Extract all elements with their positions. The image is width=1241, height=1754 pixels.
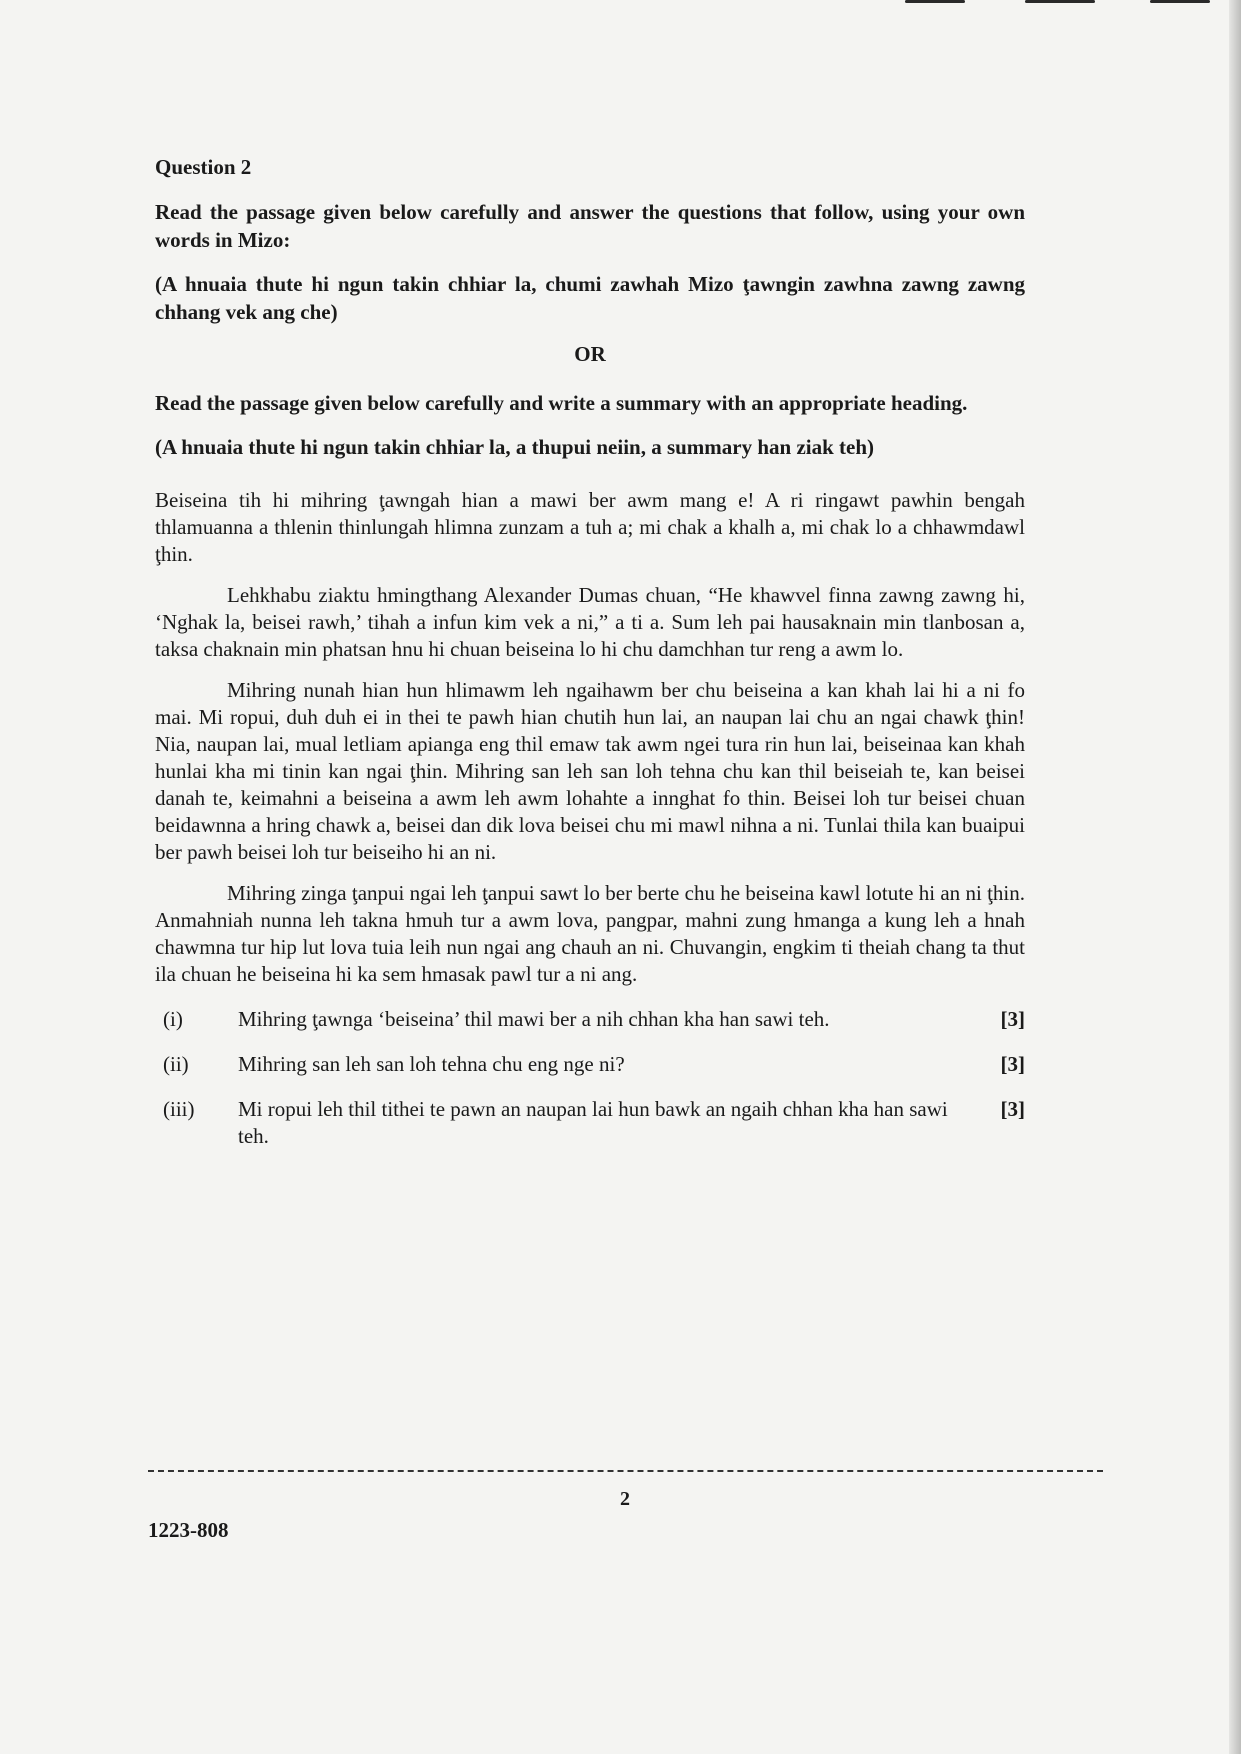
scan-top-mark — [1150, 0, 1210, 3]
passage-paragraph: Lehkhabu ziaktu hmingthang Alexander Dumas chuan, “He khawvel finna zawng zawng hi, ‘Nghak la, beisei rawh,’ tihah a infun kim vek a ni,” a ti a. Sum leh pai hausaknain min tlanbosan a, taksa chaknain min phatsan hnu hi chuan beiseina lo hi chu damchhan tur reng a awm lo. — [155, 583, 1025, 661]
paper-code: 1223-808 — [148, 1518, 229, 1542]
scan-top-mark — [905, 0, 965, 3]
question-text: Mihring ţawnga ‘beiseina’ thil mawi ber a nih chhan kha han sawi teh. — [238, 1007, 830, 1031]
or-separator: OR — [574, 342, 606, 366]
instruction-mizo: (A hnuaia thute hi ngun takin chhiar la, chumi zawhah Mizo ţawngin zawhna zawng zawng chhang vek ang che) — [155, 272, 1025, 324]
scan-edge-shadow — [1229, 0, 1241, 1754]
question-item — [155, 1006, 1025, 1033]
question-item — [155, 1051, 1025, 1078]
instruction-english: Read the passage given below carefully and answer the questions that follow, using your own words in Mizo: — [155, 200, 1025, 252]
passage-paragraph: Mihring nunah hian hun hlimawm leh ngaihawm ber chu beiseina a kan khah lai hi a ni fo mai. Mi ropui, duh duh ei in thei te pawh hian chutih hun lai, an naupan lai chu an ngai chawk ţhin! Nia, naupan lai, mual letliam apianga eng thil emaw tak awm ngei tura rin hun lai, beiseinaa kan khah hunlai kha mi tinin kan ngai ţhin. Mihring san leh san loh tehna chu kan thil beiseiah te, kan beisei danah te, keimahni a beiseina a awm leh awm lohahte a innghat fo thin. Beisei loh tur beisei chuan beidawnna a hring chawk a, beisei dan dik lova beisei chu mi mawl nihna a ni. Tunlai thila kan buaipui ber pawh beisei loh tur beiseiho hi an ni. — [155, 678, 1025, 864]
question-number: (iii) — [163, 1097, 195, 1121]
footer-divider — [148, 1470, 1103, 1472]
scan-top-mark — [1025, 0, 1095, 3]
summary-instruction-english: Read the passage given below carefully and write a summary with an appropriate heading. — [155, 391, 968, 415]
passage-paragraph: Mihring zinga ţanpui ngai leh ţanpui sawt lo ber berte chu he beiseina kawl lotute hi an ni ţhin. Anmahniah nunna leh takna hmuh tur a awm lova, pangpar, mahni zung hmanga a kung leh a hnah chawmna tur hip lut lova tuia leih nun ngai ang chauh an ni. Chuvangin, engkim ti theiah chang ta thut ila chuan he beiseina hi ka sem hmasak pawl tur a ni ang. — [155, 881, 1025, 986]
question-section — [155, 155, 1025, 1168]
question-list — [155, 1006, 1025, 1150]
question-number: (ii) — [163, 1052, 189, 1076]
summary-instruction-mizo: (A hnuaia thute hi ngun takin chhiar la, a thupui neiin, a summary han ziak teh) — [155, 435, 875, 459]
passage — [155, 487, 1025, 988]
page-number: 2 — [620, 1488, 630, 1510]
question-number: (i) — [163, 1007, 183, 1031]
question-title: Question 2 — [155, 155, 252, 179]
question-text: Mi ropui leh thil tithei te pawn an naupan lai hun bawk an ngaih chhan kha han sawi teh. — [238, 1097, 948, 1148]
question-item — [155, 1096, 1025, 1150]
question-marks: [3] — [1000, 1052, 1025, 1076]
question-marks: [3] — [1000, 1007, 1025, 1031]
question-text: Mihring san leh san loh tehna chu eng nge ni? — [238, 1052, 625, 1076]
question-marks: [3] — [1000, 1097, 1025, 1121]
passage-paragraph: Beiseina tih hi mihring ţawngah hian a mawi ber awm mang e! A ri ringawt pawhin bengah thlamuanna a thlenin thinlungah hlimna zunzam a tuh a; mi chak a khalh a, mi chak lo a chhawmdawl ţhin. — [155, 488, 1025, 566]
